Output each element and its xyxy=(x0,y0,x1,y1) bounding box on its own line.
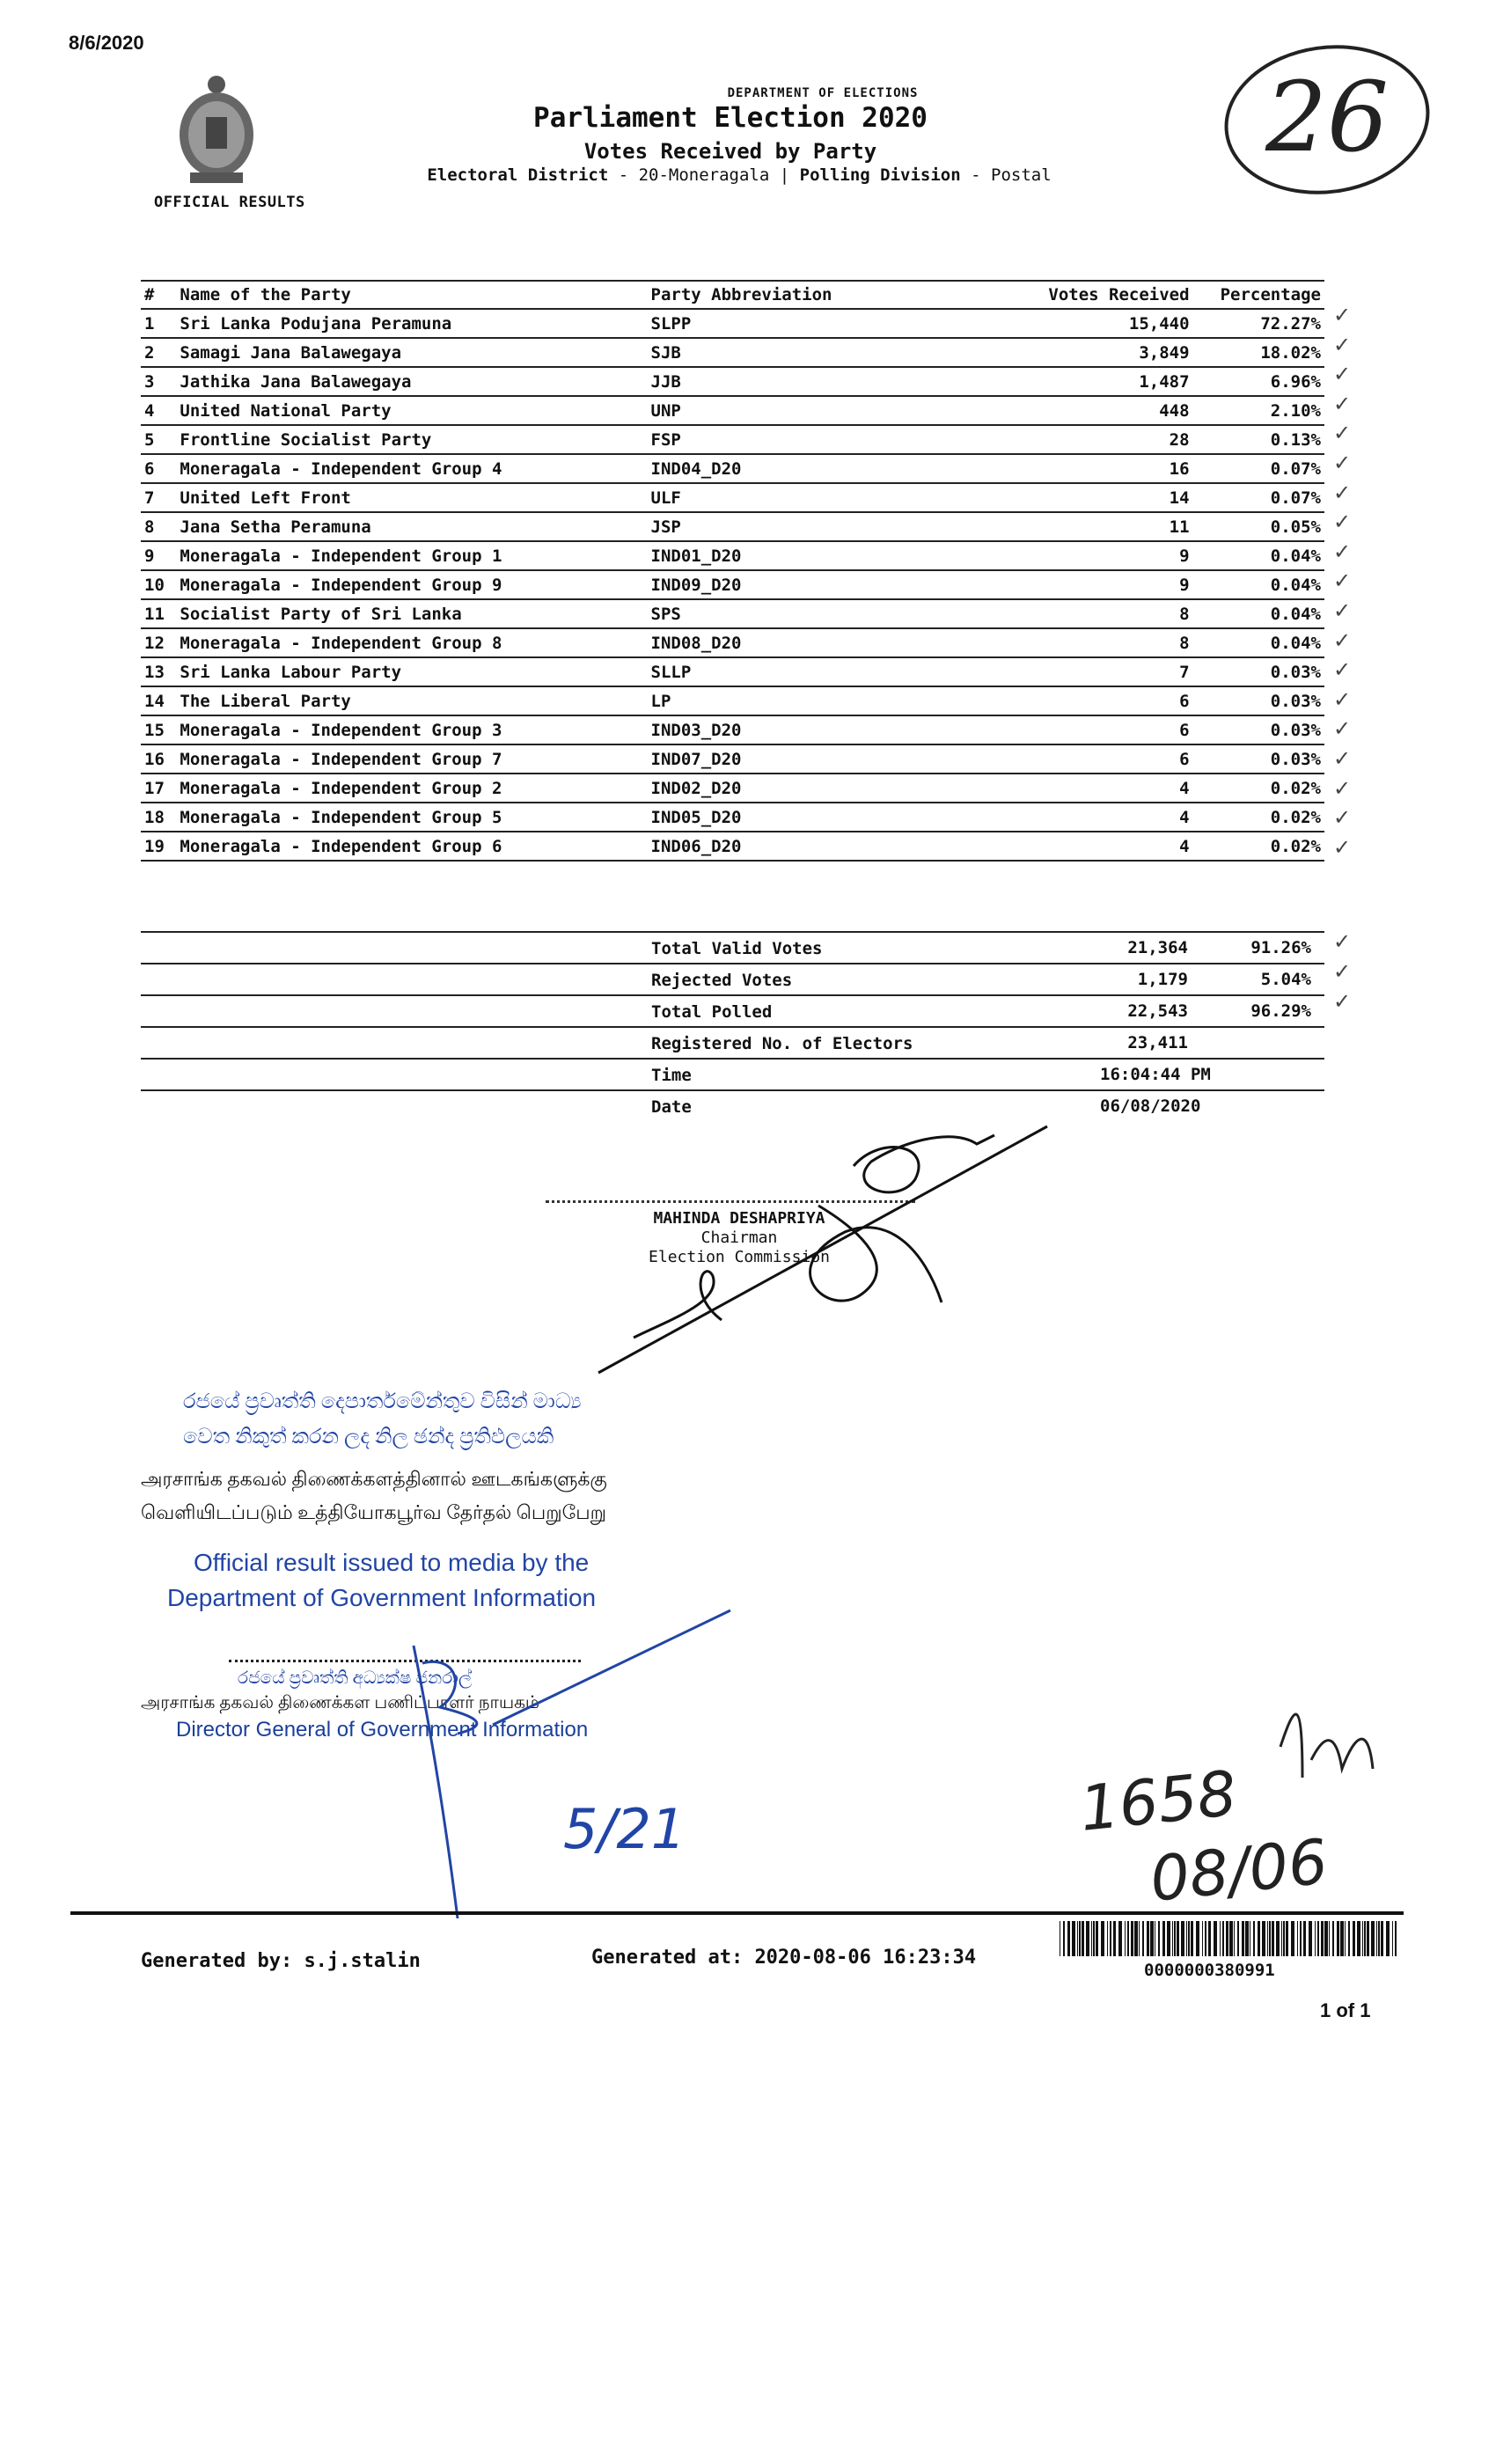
cell-index: 6 xyxy=(141,454,176,483)
barcode-bar xyxy=(1139,1921,1140,1956)
cell-party-name: Frontline Socialist Party xyxy=(176,425,647,454)
col-name-header: Name of the Party xyxy=(176,281,647,309)
barcode xyxy=(1060,1921,1403,1958)
cell-party-name: Moneragala - Independent Group 8 xyxy=(176,628,647,657)
footer-rule xyxy=(70,1911,1404,1915)
handwritten-initial-date: 5/21 xyxy=(563,1797,686,1861)
stamp-tamil-line-3: அரசாங்க தகவல் திணைக்கள பணிப்பாளர் நாயகம் xyxy=(141,1693,540,1712)
barcode-bar xyxy=(1300,1921,1302,1956)
barcode-bar xyxy=(1367,1921,1369,1956)
cell-party-name: The Liberal Party xyxy=(176,686,647,715)
cell-party-abbreviation: SPS xyxy=(648,599,957,628)
cell-votes: 28 xyxy=(957,425,1193,454)
cell-index: 12 xyxy=(141,628,176,657)
cell-votes: 3,849 xyxy=(957,338,1193,367)
cell-votes: 4 xyxy=(957,832,1193,861)
district-value: 20-Moneragala xyxy=(638,165,770,185)
cell-percentage: 0.02% xyxy=(1193,774,1324,803)
barcode-bar xyxy=(1113,1921,1116,1956)
rejected-votes-pct: 5.04% xyxy=(1260,970,1311,989)
cell-votes: 9 xyxy=(957,541,1193,570)
cell-votes: 448 xyxy=(957,396,1193,425)
cell-percentage: 0.03% xyxy=(1193,657,1324,686)
barcode-bar xyxy=(1167,1921,1170,1956)
generated-by-label: Generated by: xyxy=(141,1950,293,1972)
stamp-tamil-line-1: அரசாங்க தகவல் திணைக்களத்தினால் ஊடகங்களுக்கு xyxy=(141,1468,607,1490)
check-mark-icon: ✓ xyxy=(1333,303,1352,327)
cell-index: 15 xyxy=(141,715,176,744)
barcode-bar xyxy=(1202,1921,1203,1956)
barcode-bar xyxy=(1317,1921,1319,1956)
barcode-bar xyxy=(1376,1921,1377,1956)
cell-party-name: Moneragala - Independent Group 7 xyxy=(176,744,647,774)
cell-party-name: Moneragala - Independent Group 5 xyxy=(176,803,647,832)
cell-index: 11 xyxy=(141,599,176,628)
barcode-bar xyxy=(1067,1921,1070,1956)
barcode-bar xyxy=(1337,1921,1339,1956)
barcode-bar xyxy=(1309,1921,1312,1956)
barcode-bar xyxy=(1072,1921,1075,1956)
barcode-bar xyxy=(1253,1921,1255,1956)
cell-index: 3 xyxy=(141,367,176,396)
cell-index: 16 xyxy=(141,744,176,774)
cell-party-name: Moneragala - Independent Group 4 xyxy=(176,454,647,483)
col-index-header: # xyxy=(141,281,176,309)
barcode-bar xyxy=(1291,1921,1294,1956)
department-name: DEPARTMENT OF ELECTIONS xyxy=(727,86,919,100)
barcode-bar xyxy=(1281,1921,1282,1956)
barcode-bar xyxy=(1147,1921,1149,1956)
cell-party-abbreviation: FSP xyxy=(648,425,957,454)
check-mark-icon: ✓ xyxy=(1333,480,1352,505)
district-prefix: Electoral District xyxy=(427,165,609,185)
check-mark-icon: ✓ xyxy=(1333,568,1352,594)
barcode-bar xyxy=(1234,1921,1235,1956)
generated-at-value: 2020-08-06 16:23:34 xyxy=(754,1947,977,1969)
cell-party-abbreviation: IND04_D20 xyxy=(648,454,957,483)
check-mark-icon: ✓ xyxy=(1333,332,1352,357)
barcode-bar xyxy=(1258,1921,1260,1956)
barcode-bar xyxy=(1188,1921,1190,1956)
cell-votes: 1,487 xyxy=(957,367,1193,396)
stamp-sinhala-line-3: රජයේ ප්‍රවෘත්ති අධ්‍යක්ෂ ජනරාල් xyxy=(238,1668,473,1688)
page-number-mark: 26 xyxy=(1265,61,1389,173)
cell-votes: 6 xyxy=(957,686,1193,715)
barcode-bar xyxy=(1286,1921,1288,1956)
cell-votes: 16 xyxy=(957,454,1193,483)
valid-votes-value: 21,364 xyxy=(1127,938,1188,957)
cell-index: 8 xyxy=(141,512,176,541)
barcode-bar xyxy=(1220,1921,1221,1956)
signatory-name: MAHINDA DESHAPRIYA xyxy=(653,1209,825,1228)
barcode-bar xyxy=(1142,1921,1144,1956)
barcode-bar xyxy=(1082,1921,1084,1956)
registered-value: 23,411 xyxy=(1127,1033,1188,1052)
stamp-english-line-3: Director General of Government Information xyxy=(176,1718,589,1742)
cell-party-name: Moneragala - Independent Group 6 xyxy=(176,832,647,861)
cell-percentage: 6.96% xyxy=(1193,367,1324,396)
cell-party-abbreviation: JJB xyxy=(648,367,957,396)
cell-party-abbreviation: SJB xyxy=(648,338,957,367)
stamp-sinhala-line-2: වෙත නිකුත් කරන ලද නිල ඡන්ද ප්‍රතිඵලයකි xyxy=(183,1426,554,1448)
barcode-bar xyxy=(1267,1921,1268,1956)
barcode-bar xyxy=(1262,1921,1265,1956)
barcode-bar xyxy=(1174,1921,1176,1956)
cell-votes: 15,440 xyxy=(957,309,1193,338)
cell-index: 7 xyxy=(141,483,176,512)
page-title: Parliament Election 2020 xyxy=(533,102,928,134)
barcode-bar xyxy=(1364,1921,1366,1956)
barcode-bar xyxy=(1321,1921,1324,1956)
barcode-bar xyxy=(1162,1921,1165,1956)
barcode-bar xyxy=(1196,1921,1199,1956)
check-mark-icon: ✓ xyxy=(1333,391,1352,416)
barcode-bar xyxy=(1091,1921,1092,1956)
barcode-bar xyxy=(1371,1921,1375,1956)
barcode-bar xyxy=(1101,1921,1104,1956)
check-mark-icon: ✓ xyxy=(1333,716,1352,742)
barcode-bar xyxy=(1332,1921,1334,1956)
barcode-bar xyxy=(1315,1921,1316,1956)
check-mark-icon: ✓ xyxy=(1333,657,1352,683)
barcode-bar xyxy=(1242,1921,1244,1956)
handwritten-receipt-time: 1658 xyxy=(1076,1756,1240,1845)
cell-party-name: Jana Setha Peramuna xyxy=(176,512,647,541)
stamp-english-line-2: Department of Government Information xyxy=(167,1584,597,1611)
cell-party-name: Moneragala - Independent Group 2 xyxy=(176,774,647,803)
cell-percentage: 0.07% xyxy=(1193,454,1324,483)
official-results-label: OFFICIAL RESULTS xyxy=(154,194,305,211)
cell-votes: 6 xyxy=(957,715,1193,744)
barcode-bar xyxy=(1177,1921,1179,1956)
barcode-bar xyxy=(1269,1921,1271,1956)
check-mark-icon: ✓ xyxy=(1333,627,1352,653)
barcode-bar xyxy=(1392,1921,1393,1956)
cell-percentage: 0.02% xyxy=(1193,832,1324,861)
barcode-bar xyxy=(1237,1921,1239,1956)
time-value: 16:04:44 PM xyxy=(1100,1065,1211,1084)
barcode-bar xyxy=(1077,1921,1078,1956)
cell-percentage: 0.03% xyxy=(1193,744,1324,774)
barcode-bar xyxy=(1276,1921,1280,1956)
barcode-bar xyxy=(1063,1921,1065,1956)
generated-by xyxy=(141,1950,421,1972)
cell-party-name: Moneragala - Independent Group 9 xyxy=(176,570,647,599)
barcode-bar xyxy=(1093,1921,1095,1956)
cell-party-name: Moneragala - Independent Group 3 xyxy=(176,715,647,744)
cell-party-abbreviation: IND05_D20 xyxy=(648,803,957,832)
barcode-bar xyxy=(1283,1921,1285,1956)
barcode-bar xyxy=(1297,1921,1298,1956)
cell-votes: 9 xyxy=(957,570,1193,599)
cell-party-abbreviation: JSP xyxy=(648,512,957,541)
cell-party-abbreviation: IND06_D20 xyxy=(648,832,957,861)
barcode-bar xyxy=(1107,1921,1108,1956)
barcode-bar xyxy=(1340,1921,1344,1956)
cell-index: 2 xyxy=(141,338,176,367)
barcode-bar xyxy=(1303,1921,1306,1956)
check-mark-icon: ✓ xyxy=(1333,539,1352,564)
barcode-bar xyxy=(1362,1921,1363,1956)
stamp-sinhala-line-1: රජයේ ප්‍රවෘත්ති දෙපාර්තමේන්තුව විසින් මාධ්‍ය xyxy=(183,1390,582,1413)
check-mark-icon: ✓ xyxy=(1333,805,1352,831)
cell-party-abbreviation: IND09_D20 xyxy=(648,570,957,599)
col-abbreviation-header: Party Abbreviation xyxy=(648,281,957,309)
cell-votes: 8 xyxy=(957,628,1193,657)
barcode-bar xyxy=(1357,1921,1360,1956)
cell-party-abbreviation: IND03_D20 xyxy=(648,715,957,744)
check-mark-icon: ✓ xyxy=(1333,959,1352,984)
cell-percentage: 72.27% xyxy=(1193,309,1324,338)
cell-percentage: 18.02% xyxy=(1193,338,1324,367)
cell-percentage: 0.04% xyxy=(1193,541,1324,570)
scan-date: 8/6/2020 xyxy=(69,32,144,54)
cell-party-abbreviation: SLPP xyxy=(648,309,957,338)
barcode-bar xyxy=(1086,1921,1089,1956)
check-mark-icon: ✓ xyxy=(1333,746,1352,771)
signatory-title: Chairman xyxy=(700,1228,778,1247)
barcode-bar xyxy=(1229,1921,1233,1956)
check-mark-icon: ✓ xyxy=(1333,775,1352,801)
cell-votes: 7 xyxy=(957,657,1193,686)
district-line: Electoral District - 20-Moneragala | Polling Division - Postal xyxy=(427,165,1052,185)
cell-party-name: Sri Lanka Podujana Peramuna xyxy=(176,309,647,338)
barcode-number: 0000000380991 xyxy=(1144,1961,1275,1980)
cell-index: 9 xyxy=(141,541,176,570)
polled-value: 22,543 xyxy=(1127,1001,1188,1021)
barcode-bar xyxy=(1395,1921,1397,1956)
valid-votes-label: Total Valid Votes xyxy=(651,939,823,958)
barcode-bar xyxy=(1127,1921,1129,1956)
cell-party-abbreviation: IND07_D20 xyxy=(648,744,957,774)
col-votes-header: Votes Received xyxy=(957,281,1193,309)
cell-votes: 8 xyxy=(957,599,1193,628)
handwritten-initials xyxy=(1280,1714,1373,1778)
cell-votes: 14 xyxy=(957,483,1193,512)
division-prefix: Polling Division xyxy=(799,165,961,185)
cell-party-name: United National Party xyxy=(176,396,647,425)
generated-by-value: s.j.stalin xyxy=(304,1950,421,1972)
barcode-bar xyxy=(1125,1921,1126,1956)
barcode-bar xyxy=(1096,1921,1098,1956)
cell-index: 13 xyxy=(141,657,176,686)
cell-percentage: 0.13% xyxy=(1193,425,1324,454)
cell-index: 18 xyxy=(141,803,176,832)
cell-index: 4 xyxy=(141,396,176,425)
barcode-bar xyxy=(1214,1921,1217,1956)
barcode-bar xyxy=(1186,1921,1187,1956)
cell-votes: 4 xyxy=(957,774,1193,803)
barcode-bar xyxy=(1079,1921,1081,1956)
cell-index: 19 xyxy=(141,832,176,861)
barcode-bar xyxy=(1353,1921,1355,1956)
check-mark-icon: ✓ xyxy=(1333,834,1352,860)
division-value: Postal xyxy=(991,165,1052,185)
stamp-tamil-line-2: வெளியிடப்படும் உத்தியோகபூர்வ தேர்தல் பெறுபேறு xyxy=(141,1501,606,1523)
barcode-bar xyxy=(1134,1921,1138,1956)
cell-index: 10 xyxy=(141,570,176,599)
cell-index: 1 xyxy=(141,309,176,338)
cell-party-abbreviation: IND01_D20 xyxy=(648,541,957,570)
date-label: Date xyxy=(651,1097,692,1117)
cell-percentage: 0.07% xyxy=(1193,483,1324,512)
barcode-bar xyxy=(1348,1921,1350,1956)
signature-stroke xyxy=(414,1646,458,1918)
barcode-bar xyxy=(1272,1921,1274,1956)
cell-percentage: 0.05% xyxy=(1193,512,1324,541)
cell-party-abbreviation: SLLP xyxy=(648,657,957,686)
signature-stroke xyxy=(422,1661,477,1734)
check-mark-icon: ✓ xyxy=(1333,598,1352,623)
barcode-bar xyxy=(1378,1921,1380,1956)
cell-party-abbreviation: LP xyxy=(648,686,957,715)
valid-votes-pct: 91.26% xyxy=(1250,938,1311,957)
cell-votes: 4 xyxy=(957,803,1193,832)
generated-at-label: Generated at: xyxy=(591,1947,744,1969)
cell-party-abbreviation: IND08_D20 xyxy=(648,628,957,657)
barcode-bar xyxy=(1191,1921,1193,1956)
barcode-bar xyxy=(1324,1921,1328,1956)
date-value: 06/08/2020 xyxy=(1100,1096,1201,1116)
cell-percentage: 0.03% xyxy=(1193,686,1324,715)
check-mark-icon: ✓ xyxy=(1333,929,1352,954)
cell-party-abbreviation: UNP xyxy=(648,396,957,425)
polled-pct: 96.29% xyxy=(1250,1001,1311,1021)
check-mark-icon: ✓ xyxy=(1333,686,1352,712)
rejected-votes-value: 1,179 xyxy=(1137,970,1188,989)
barcode-bar xyxy=(1110,1921,1111,1956)
cell-votes: 6 xyxy=(957,744,1193,774)
check-mark-icon: ✓ xyxy=(1333,421,1352,446)
barcode-bar xyxy=(1222,1921,1224,1956)
check-mark-icon: ✓ xyxy=(1333,989,1352,1014)
cell-party-abbreviation: IND02_D20 xyxy=(648,774,957,803)
cell-index: 17 xyxy=(141,774,176,803)
page-subtitle: Votes Received by Party xyxy=(583,139,877,164)
registered-label: Registered No. of Electors xyxy=(651,1034,913,1053)
signature-stroke xyxy=(493,1610,730,1725)
barcode-bar xyxy=(1150,1921,1154,1956)
cell-party-name: Jathika Jana Balawegaya xyxy=(176,367,647,396)
rejected-votes-label: Rejected Votes xyxy=(651,971,793,990)
col-percentage-header: Percentage xyxy=(1193,281,1324,309)
barcode-bar xyxy=(1381,1921,1383,1956)
barcode-bar xyxy=(1158,1921,1160,1956)
barcode-bar xyxy=(1329,1921,1330,1956)
page-count: 1 of 1 xyxy=(1320,1999,1371,2021)
stamp-english-line-1: Official result issued to media by the xyxy=(194,1549,590,1576)
signature-stroke xyxy=(634,1272,722,1338)
cell-party-name: Sri Lanka Labour Party xyxy=(176,657,647,686)
cell-percentage: 2.10% xyxy=(1193,396,1324,425)
cell-percentage: 0.04% xyxy=(1193,570,1324,599)
barcode-bar xyxy=(1181,1921,1184,1956)
cell-percentage: 0.03% xyxy=(1193,715,1324,744)
cell-percentage: 0.04% xyxy=(1193,599,1324,628)
signature-stroke xyxy=(598,1126,1047,1373)
handwritten-receipt-date: 08/06 xyxy=(1147,1825,1331,1916)
barcode-bar xyxy=(1345,1921,1346,1956)
barcode-bar xyxy=(1226,1921,1228,1956)
cell-party-name: Samagi Jana Balawegaya xyxy=(176,338,647,367)
barcode-bar xyxy=(1208,1921,1211,1956)
barcode-bar xyxy=(1172,1921,1173,1956)
barcode-bar xyxy=(1205,1921,1206,1956)
cell-votes: 11 xyxy=(957,512,1193,541)
barcode-bar xyxy=(1118,1921,1122,1956)
barcode-bar xyxy=(1245,1921,1249,1956)
cell-percentage: 0.04% xyxy=(1193,628,1324,657)
cell-index: 14 xyxy=(141,686,176,715)
polled-label: Total Polled xyxy=(651,1002,773,1022)
cell-party-name: Moneragala - Independent Group 1 xyxy=(176,541,647,570)
cell-party-name: Socialist Party of Sri Lanka xyxy=(176,599,647,628)
check-mark-icon: ✓ xyxy=(1333,451,1352,475)
barcode-bar xyxy=(1386,1921,1390,1956)
signatory-organization: Election Commission xyxy=(649,1248,830,1266)
cell-index: 5 xyxy=(141,425,176,454)
cell-party-abbreviation: ULF xyxy=(648,483,957,512)
check-mark-icon: ✓ xyxy=(1333,362,1352,387)
cell-percentage: 0.02% xyxy=(1193,803,1324,832)
time-label: Time xyxy=(651,1066,692,1085)
barcode-bar xyxy=(1131,1921,1133,1956)
cell-party-name: United Left Front xyxy=(176,483,647,512)
generated-at xyxy=(591,1947,976,1969)
signature-stroke xyxy=(854,1135,994,1192)
check-mark-icon: ✓ xyxy=(1333,510,1352,535)
